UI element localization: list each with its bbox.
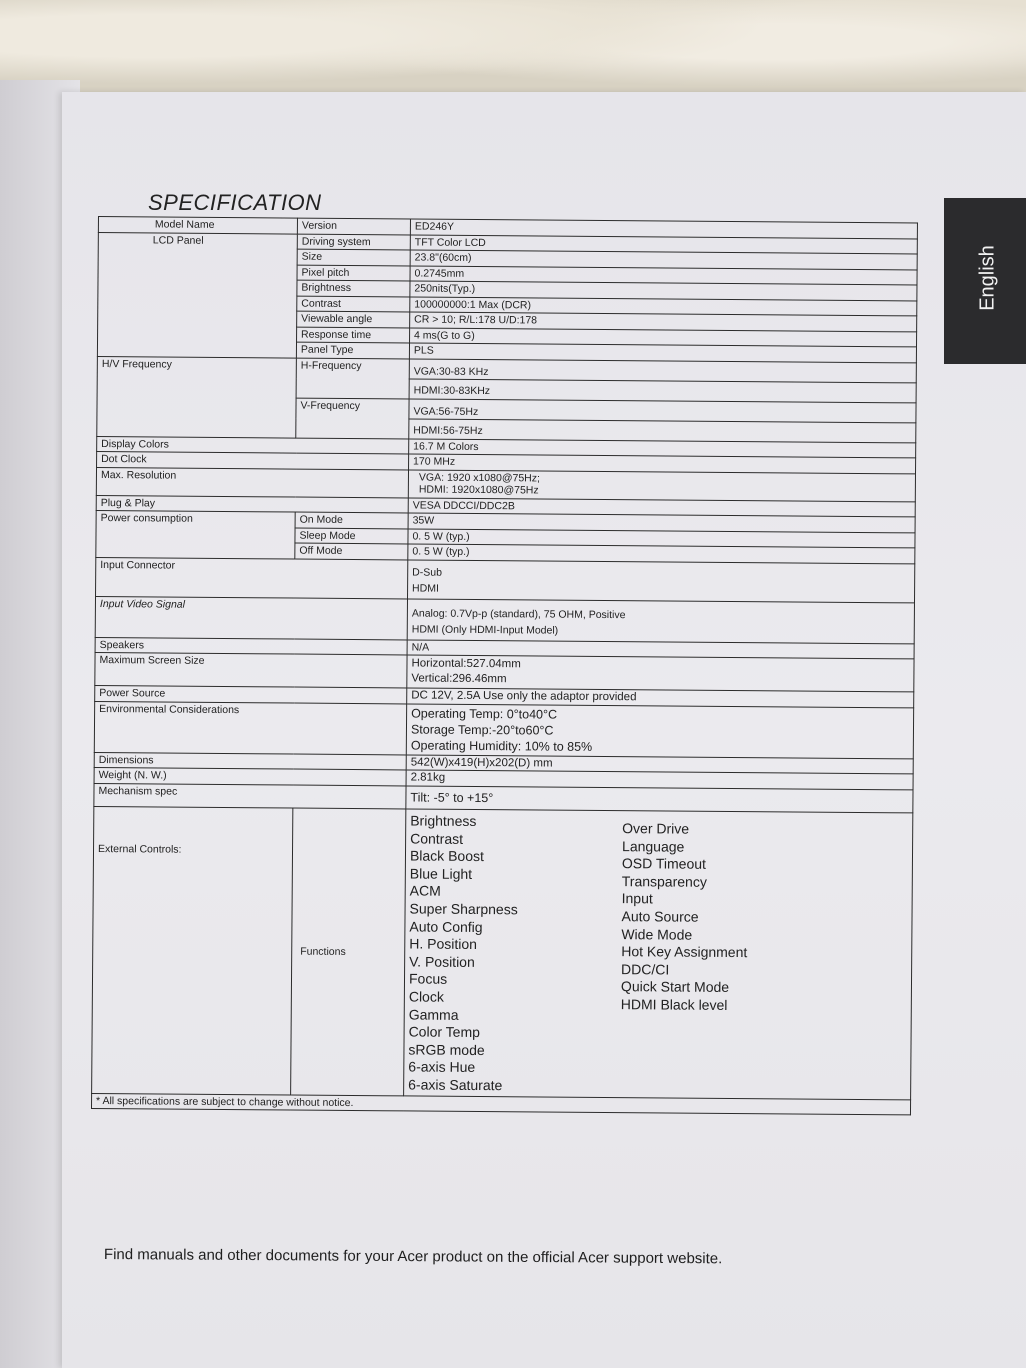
environment-humidity: Operating Humidity: 10% to 85% [410,737,593,754]
on-mode-label: On Mode [295,512,408,528]
row-sublabel: Viewable angle [297,311,410,327]
row-value: ED246Y [410,219,917,238]
row-label: LCD Panel [97,232,297,358]
plug-play-value: VESA DDCCI/DDC2B [408,497,915,516]
row-value: 250nits(Typ.) [410,281,917,300]
function-item: ACM [409,882,441,900]
on-mode-value: 35W [408,513,915,532]
function-item: Over Drive [622,820,690,837]
spec-table [91,216,918,1115]
input-connector-label: Input Connector [96,557,408,598]
row-label: Model Name [98,217,297,234]
function-item: Color Temp [408,1023,480,1041]
function-item: Wide Mode [621,925,693,943]
function-item: Transparency [621,872,707,890]
function-item: Focus [408,970,448,988]
function-item: sRGB mode [408,1041,485,1058]
spec-footnote: * All specifications are subject to change without notice. [91,1093,910,1115]
function-item: Language [622,837,685,855]
function-item: HDMI Black level [620,996,728,1013]
function-item: DDC/CI [621,960,670,978]
weight-label: Weight (N. W.) [94,767,406,785]
max-resolution-hdmi: HDMI: 1920x1080@75Hz [418,483,539,497]
function-item: Blue Light [409,865,473,882]
power-source-value: DC 12V, 2.5A Use only the adaptor provided [407,688,914,707]
external-controls-label: External Controls: [92,806,293,1094]
function-item: Contrast [410,830,464,847]
h-frequency-vga: VGA:30-83 KHz [409,358,916,382]
function-item: Super Sharpness [409,900,518,918]
function-item: Gamma [408,1005,459,1023]
function-item: 6-axis Hue [408,1058,476,1076]
function-item: Auto Source [621,908,699,925]
power-source-label: Power Source [95,685,407,703]
row-sublabel: Panel Type [296,342,409,358]
display-colors-value: 16.7 M Colors [409,438,916,457]
speakers-value: N/A [407,639,914,658]
environment-operating-temp: Operating Temp: 0°to40°C [411,705,558,722]
mechanism-value: Tilt: -5° to +15° [406,785,913,812]
max-screen-horizontal: Horizontal:527.04mm [411,657,521,671]
function-item: Brightness [410,812,477,829]
v-frequency-vga: VGA:56-75Hz [409,398,916,422]
row-value: 100000000:1 Max (DCR) [410,296,917,315]
dimensions-value: 542(W)x419(H)x202(D) mm [406,754,913,773]
input-connector-dsub: D-Sub [412,565,443,579]
functions-label: Functions [291,808,406,1095]
max-screen-vertical: Vertical:296.46mm [411,672,507,686]
table-row [92,806,913,1099]
h-frequency-hdmi: HDMI:30-83KHz [409,379,916,402]
input-connector-hdmi: HDMI [412,581,439,595]
mechanism-label: Mechanism spec [94,783,406,809]
input-video-analog: Analog: 0.7Vp-p (standard), 75 OHM, Positive [411,606,626,621]
v-frequency-label: V-Frequency [296,398,409,439]
max-resolution-label: Max. Resolution [96,467,408,497]
v-frequency-hdmi: HDMI:56-75Hz [409,419,916,442]
display-colors-label: Display Colors [97,436,409,454]
plug-play-label: Plug & Play [96,495,408,513]
off-mode-value: 0. 5 W (typ.) [408,544,915,563]
row-sublabel: Version [297,218,410,234]
h-frequency-label: H-Frequency [296,358,409,399]
functions-list-right [620,812,748,1096]
row-sublabel: Brightness [297,280,410,296]
table-row [95,596,914,643]
environment-storage-temp: Storage Temp:-20°to60°C [410,721,554,738]
weight-value: 2.81kg [406,770,913,789]
dot-clock-label: Dot Clock [97,451,409,469]
row-value: 4 ms(G to G) [410,327,917,346]
row-sublabel: Size [297,249,410,265]
row-value: 0.2745mm [410,265,917,284]
row-value: 23.8"(60cm) [410,250,917,269]
row-sublabel: Pixel pitch [297,265,410,281]
footer-text: Find manuals and other documents for your Acer product on the official Acer support website. [103,1246,723,1268]
function-item: OSD Timeout [621,855,707,872]
function-item: Hot Key Assignment [621,943,748,961]
row-sublabel: Contrast [297,296,410,312]
dimensions-label: Dimensions [94,752,406,770]
sleep-mode-value: 0. 5 W (typ.) [408,528,915,547]
speakers-label: Speakers [95,637,407,655]
table-row [94,701,913,758]
input-video-label: Input Video Signal [95,596,407,639]
row-sublabel: Response time [297,327,410,343]
function-item: Input [621,890,653,907]
function-item: Quick Start Mode [620,978,730,996]
function-item: V. Position [409,953,475,970]
max-screen-label: Maximum Screen Size [95,652,407,687]
row-sublabel: Driving system [297,234,410,250]
function-item: Clock [408,988,444,1005]
function-item: 6-axis Saturate [408,1076,503,1094]
row-value: TFT Color LCD [410,234,917,253]
off-mode-label: Off Mode [295,543,408,559]
dot-clock-value: 170 MHz [409,454,916,473]
page-title: SPECIFICATION [148,190,322,215]
function-item: Black Boost [409,847,484,865]
function-item: H. Position [409,935,478,953]
functions-list-left [408,810,622,1095]
row-value: CR > 10; R/L:178 U/D:178 [410,312,917,331]
max-resolution-vga: VGA: 1920 x1080@75Hz; [418,471,540,484]
function-item: Auto Config [409,918,483,935]
table-row [96,557,915,602]
sleep-mode-label: Sleep Mode [295,528,408,544]
language-tab [944,198,1026,364]
power-consumption-label: Power consumption [96,510,295,558]
row-value: PLS [409,343,916,362]
environment-label: Environmental Considerations [94,701,406,754]
input-video-hdmi: HDMI (Only HDMI-Input Model) [411,622,559,637]
spec-table-wrapper [91,216,938,1116]
hv-frequency-label: H/V Frequency [97,356,297,438]
language-tab-label: English [976,245,999,311]
